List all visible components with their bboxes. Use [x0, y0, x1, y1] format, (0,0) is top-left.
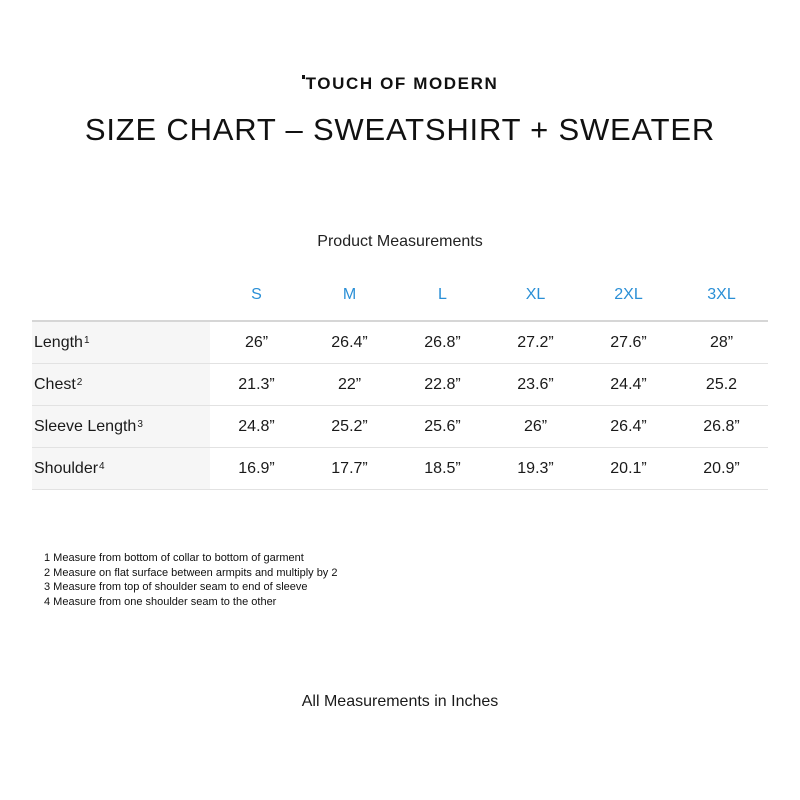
footnote-marker: 2: [76, 376, 83, 388]
table-cell: 26.4”: [303, 321, 396, 364]
table-cell: 26”: [210, 321, 303, 364]
table-cell: 17.7”: [303, 448, 396, 490]
table-row-sleeve-length: [32, 406, 768, 448]
row-label-text: Length: [34, 333, 83, 351]
table-cell: 28”: [675, 321, 768, 364]
table-cell: 20.1”: [582, 448, 675, 490]
table-cell: 24.4”: [582, 364, 675, 406]
table-cell: 22”: [303, 364, 396, 406]
table-cell: 24.8”: [210, 406, 303, 448]
size-header-l: L: [396, 270, 489, 321]
logo-mark-icon: [302, 75, 305, 79]
size-header-2xl: 2XL: [582, 270, 675, 321]
size-header-row: [32, 270, 768, 321]
row-label-chest: [32, 364, 210, 406]
units-note: All Measurements in Inches: [301, 693, 499, 710]
table-cell: 21.3”: [210, 364, 303, 406]
table-cell: 27.2”: [489, 321, 582, 364]
footnote-marker: 3: [137, 418, 143, 430]
table-row-length: [32, 321, 768, 364]
table-cell: 19.3”: [489, 448, 582, 490]
table-cell: 25.6”: [396, 406, 489, 448]
footnote-marker: 1: [83, 334, 90, 346]
row-label-shoulder: [32, 448, 210, 490]
table-cell: 25.2: [675, 364, 768, 406]
table-cell: 22.8”: [396, 364, 489, 406]
table-cell: 20.9”: [675, 448, 768, 490]
footnote-4: 4 Measure from one shoulder seam to the other: [44, 595, 277, 608]
brand-logo: [0, 74, 800, 94]
table-cell: 23.6”: [489, 364, 582, 406]
footnotes: [44, 551, 337, 609]
size-header-m: M: [303, 270, 396, 321]
footnote-3: 3 Measure from top of shoulder seam to end of sleeve: [44, 581, 308, 593]
table-cell: 26”: [489, 406, 582, 448]
table-row-chest: [32, 364, 768, 406]
footnote-marker: 4: [99, 460, 105, 472]
table-cell: 16.9”: [210, 448, 303, 490]
size-header-s: S: [210, 270, 303, 321]
page-title: SIZE CHART – SWEATSHIRT + SWEATER: [84, 112, 716, 147]
corner-cell: [32, 270, 210, 321]
table-row-shoulder: [32, 448, 768, 490]
size-header-xl: XL: [489, 270, 582, 321]
row-label-text: Shoulder: [34, 459, 99, 477]
table-cell: 26.4”: [582, 406, 675, 448]
size-chart-table: [32, 270, 768, 490]
footnote-1: 1 Measure from bottom of collar to bottom of garment: [44, 552, 304, 564]
table-cell: 25.2”: [303, 406, 396, 448]
table-heading: Product Measurements: [317, 233, 483, 250]
row-label-text: Chest: [34, 375, 76, 393]
row-label-sleeve-length: [32, 406, 210, 448]
row-label-length: [32, 321, 210, 364]
footnote-2: 2 Measure on flat surface between armpits and multiply by 2: [44, 566, 338, 579]
brand-name: TOUCH OF MODERN: [305, 74, 499, 93]
table-cell: 27.6”: [582, 321, 675, 364]
size-header-3xl: 3XL: [675, 270, 768, 321]
table-cell: 18.5”: [396, 448, 489, 490]
row-label-text: Sleeve Length: [34, 417, 137, 435]
table-cell: 26.8”: [675, 406, 768, 448]
table-cell: 26.8”: [396, 321, 489, 364]
